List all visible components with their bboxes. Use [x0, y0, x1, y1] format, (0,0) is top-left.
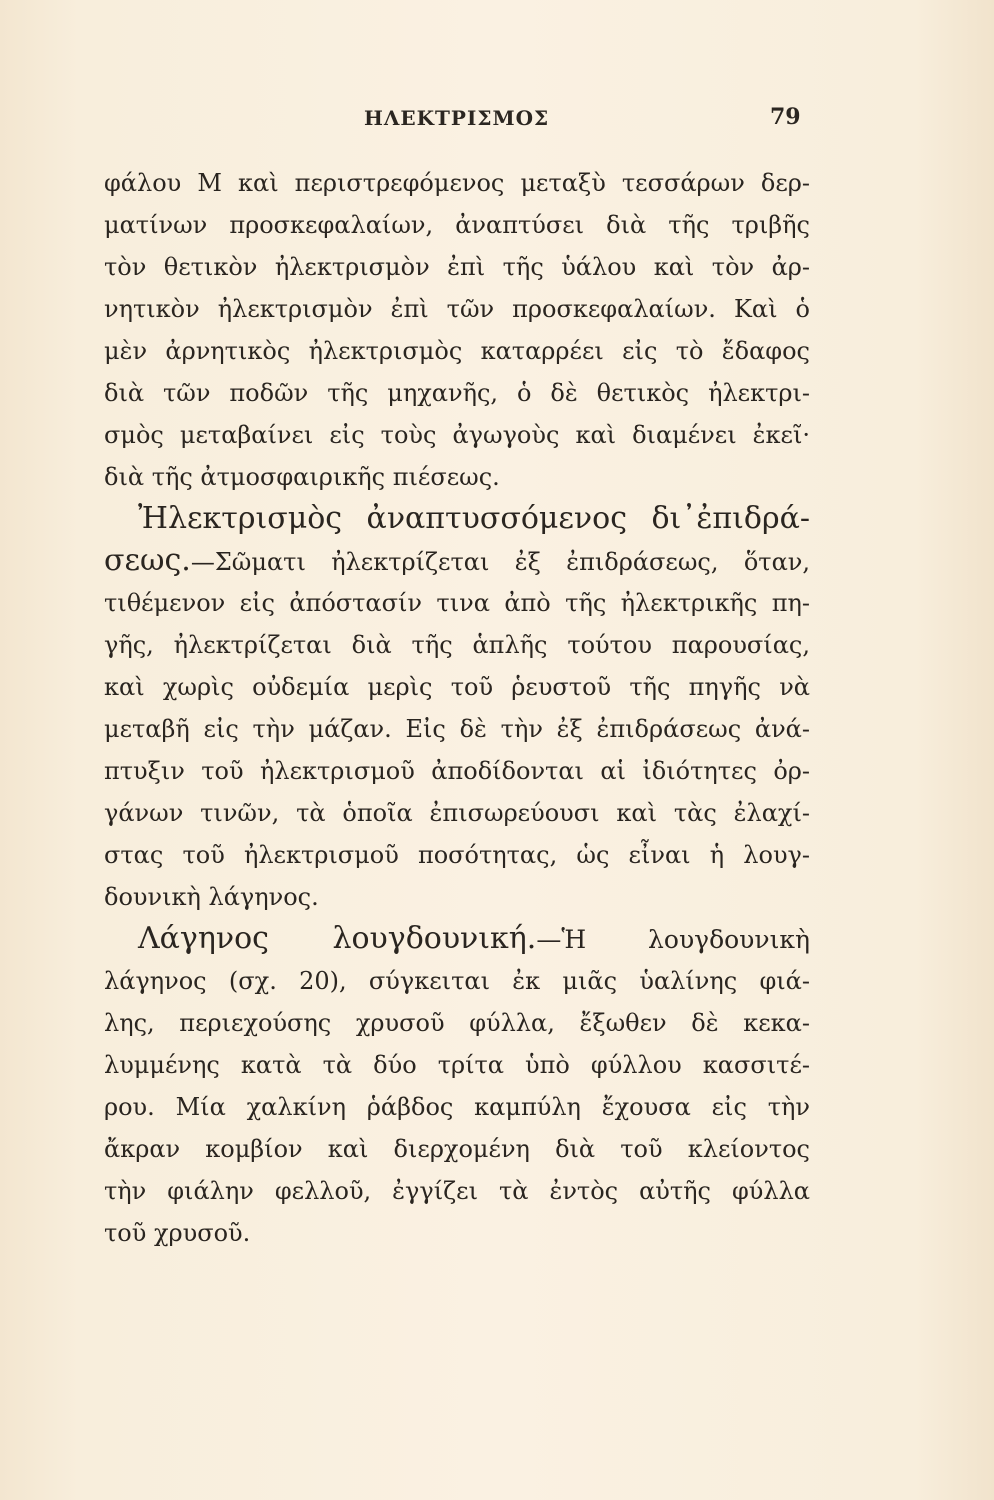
section-heading-continued: σεως. [104, 543, 191, 578]
text-line: γῆς, ἠλεκτρίζεται διὰ τῆς ἁπλῆς τούτου παρουσίας, [104, 631, 810, 659]
body-text [104, 162, 810, 1254]
page-number: 79 [770, 104, 801, 130]
text-fragment: —Σῶματι ἠλεκτρίζεται ἐξ ἐπιδράσεως, ὅταν, [190, 548, 810, 576]
section-heading-line [104, 918, 810, 960]
text-line: ἄκραν κομβίον καὶ διερχομένη διὰ τοῦ κλείοντος [104, 1135, 810, 1163]
section-heading-line [104, 498, 810, 540]
text-line: δουνικὴ λάγηνος. [104, 883, 319, 911]
text-line: μεταβῆ εἰς τὴν μάζαν. Εἰς δὲ τὴν ἐξ ἐπιδράσεως ἀνά- [104, 715, 810, 743]
text-line: ματίνων προσκεφαλαίων, ἀναπτύσει διὰ τῆς τριβῆς [104, 211, 810, 239]
running-head [0, 102, 994, 132]
text-line: στας τοῦ ἠλεκτρισμοῦ ποσότητας, ὡς εἶναι ἡ λουγ- [104, 841, 810, 869]
text-line: λης, περιεχούσης χρυσοῦ φύλλα, ἔξωθεν δὲ κεκα- [104, 1009, 810, 1037]
text-line: γάνων τινῶν, τὰ ὁποῖα ἐπισωρεύουσι καὶ τὰς ἐλαχί- [104, 799, 810, 827]
text-line: ρου. Μία χαλκίνη ῥάβδος καμπύλη ἔχουσα εἰς τὴν [104, 1093, 810, 1121]
text-line: πτυξιν τοῦ ἠλεκτρισμοῦ ἀποδίδονται αἱ ἰδιότητες ὀρ- [104, 757, 810, 785]
text-line: διὰ τῆς ἀτμοσφαιρικῆς πιέσεως. [104, 463, 500, 491]
paragraph-1 [104, 162, 810, 498]
text-line: νητικὸν ἠλεκτρισμὸν ἐπὶ τῶν προσκεφαλαίων. Καὶ ὁ [104, 295, 810, 323]
paragraph-2 [104, 498, 810, 918]
section-heading: Ἠλεκτρισμὸς ἀναπτυσσόμενος δι᾽ἐπιδρά- [138, 501, 810, 536]
text-line: τὴν φιάλην φελλοῦ, ἐγγίζει τὰ ἐντὸς αὐτῆς φύλλα [104, 1177, 810, 1205]
text-line: τὸν θετικὸν ἠλεκτρισμὸν ἐπὶ τῆς ὑάλου καὶ τὸν ἀρ- [104, 253, 810, 281]
text-line: λάγηνος (σχ. 20), σύγκειται ἐκ μιᾶς ὑαλίνης φιά- [104, 967, 810, 995]
text-line: φάλου Μ καὶ περιστρεφόμενος μεταξὺ τεσσάρων δερ- [104, 169, 810, 197]
text-line [104, 540, 810, 582]
text-line: σμὸς μεταβαίνει εἰς τοὺς ἀγωγοὺς καὶ διαμένει ἐκεῖ· [104, 421, 810, 449]
text-line: τιθέμενον εἰς ἀπόστασίν τινα ἀπὸ τῆς ἠλεκτρικῆς πη- [104, 589, 810, 617]
text-line: λυμμένης κατὰ τὰ δύο τρίτα ὑπὸ φύλλου κασσιτέ- [104, 1051, 810, 1079]
section-heading: Λάγηνος λουγδουνική. [138, 921, 537, 956]
text-line: διὰ τῶν ποδῶν τῆς μηχανῆς, ὁ δὲ θετικὸς ἠλεκτρι- [104, 379, 810, 407]
text-line: μὲν ἀρνητικὸς ἠλεκτρισμὸς καταρρέει εἰς τὸ ἔδαφος [104, 337, 810, 365]
text-line: καὶ χωρὶς οὐδεμία μερὶς τοῦ ῥευστοῦ τῆς πηγῆς νὰ [104, 673, 810, 701]
text-line: τοῦ χρυσοῦ. [104, 1219, 251, 1247]
paragraph-3 [104, 918, 810, 1254]
running-title: ΗΛΕΚΤΡΙΣΜΟΣ [364, 106, 550, 130]
text-fragment: —Ἡ λουγδουνικὴ [536, 925, 810, 954]
